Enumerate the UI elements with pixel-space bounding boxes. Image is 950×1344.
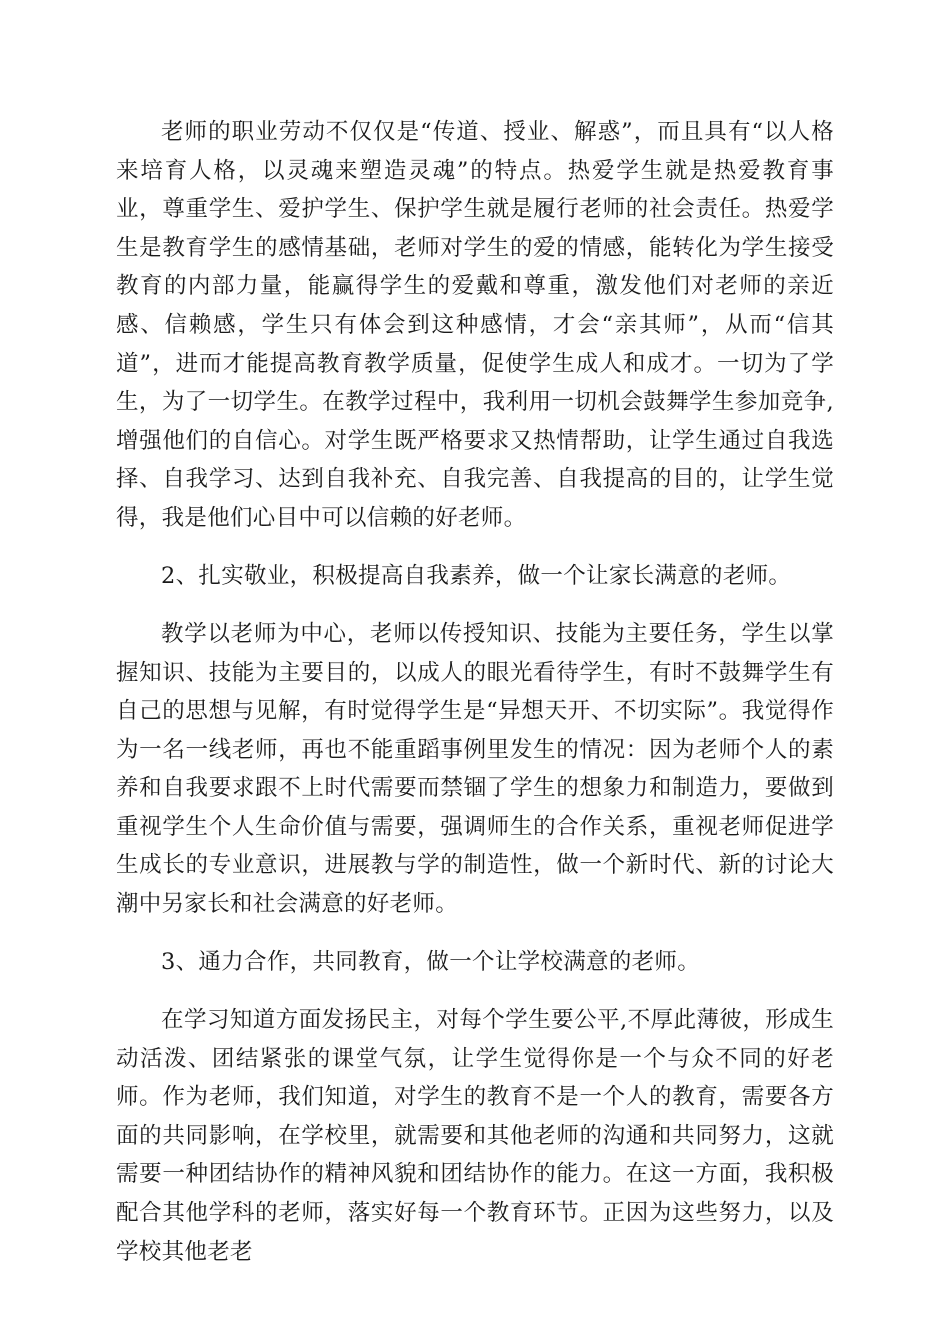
section-heading-3: 3、通力合作，共同教育，做一个让学校满意的老师。 <box>161 949 701 976</box>
paragraph-teaching-center: 教学以老师为中心，老师以传授知识、技能为主要任务，学生以掌握知识、技能为主要目的，以成人的眼光看待学生，有时不鼓舞学生有自己的思想与见解，有时觉得学生是“异想天开、不切实际”。我觉得作为一名一线老师，再也不能重蹈事例里发生的情况：因为老师个人的素养和自我要求跟不上时代需要而禁锢了学生的想象力和制造力，要做到重视学生个人生命价值与需要，强调师生的合作关系，重视老师促进学生成长的专业意识，进展教与学的制造性，做一个新时代、新的讨论大潮中另家长和社会满意的好老师。 <box>116 620 834 918</box>
paragraph-teacher-love: 老师的职业劳动不仅仅是“传道、授业、解惑”，而且具有“以人格来培育人格，以灵魂来塑造灵魂”的特点。热爱学生就是热爱教育事业，尊重学生、爱护学生、保护学生就是履行老师的社会责任。热爱学生是教育学生的感情基础，老师对学生的爱的情感，能转化为学生接受教育的内部力量，能赢得学生的爱戴和尊重，激发他们对老师的亲近感、信赖感，学生只有体会到这种感情，才会“亲其师”，从而“信其道”，进而才能提高教育教学质量，促使学生成人和成才。一切为了学生，为了一切学生。在教学过程中，我利用一切机会鼓舞学生参加竞争,增强他们的自信心。对学生既严格要求又热情帮助，让学生通过自我选择、自我学习、达到自我补充、自我完善、自我提高的目的，让学生觉得，我是他们心目中可以信赖的好老师。 <box>116 119 834 531</box>
document-body <box>116 113 834 1291</box>
section-heading-2: 2、扎实敬业，积极提高自我素养，做一个让家长满意的老师。 <box>161 562 792 589</box>
paragraph-cooperation: 在学习知道方面发扬民主，对每个学生要公平,不厚此薄彼，形成生动活泼、团结紧张的课堂气氛，让学生觉得你是一个与众不同的好老师。作为老师，我们知道，对学生的教育不是一个人的教育，需要各方面的共同影响，在学校里，就需要和其他老师的沟通和共同努力，这就需要一种团结协作的精神风貌和团结协作的能力。在这一方面，我积极配合其他学科的老师，落实好每一个教育环节。正因为这些努力，以及学校其他老老 <box>116 1007 834 1265</box>
